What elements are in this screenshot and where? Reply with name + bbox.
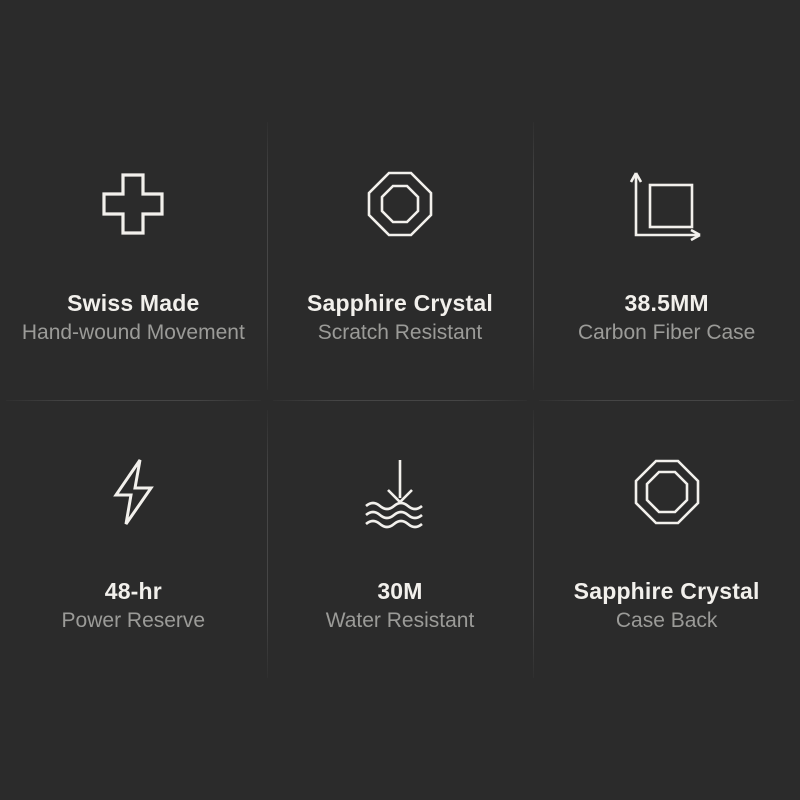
spec-title: Sapphire Crystal: [306, 290, 493, 316]
spec-cell-power-reserve: [0, 400, 267, 688]
case-size-measure-icon: [619, 156, 715, 252]
octagon-crystal-icon: [352, 156, 448, 252]
spec-cell-case-back: [533, 400, 800, 688]
spec-subtitle: Carbon Fiber Case: [577, 321, 756, 345]
spec-subtitle: Scratch Resistant: [317, 321, 483, 345]
spec-cell-case-size: [533, 112, 800, 400]
spec-title: 30M: [377, 578, 423, 604]
spec-subtitle: Water Resistant: [325, 609, 475, 633]
spec-title: Sapphire Crystal: [573, 578, 760, 604]
spec-title: Swiss Made: [67, 290, 200, 316]
lightning-bolt-icon: [85, 444, 181, 540]
spec-subtitle: Case Back: [615, 609, 718, 633]
spec-cell-water-resistance: [267, 400, 534, 688]
spec-cell-swiss-made: [0, 112, 267, 400]
spec-subtitle: Hand-wound Movement: [21, 321, 245, 345]
spec-title: 38.5MM: [624, 290, 709, 316]
spec-cell-sapphire-crystal: [267, 112, 534, 400]
octagon-caseback-icon: [619, 444, 715, 540]
spec-subtitle: Power Reserve: [61, 609, 206, 633]
spec-title: 48-hr: [104, 578, 162, 604]
cross-swiss-icon: [85, 156, 181, 252]
water-depth-icon: [352, 444, 448, 540]
